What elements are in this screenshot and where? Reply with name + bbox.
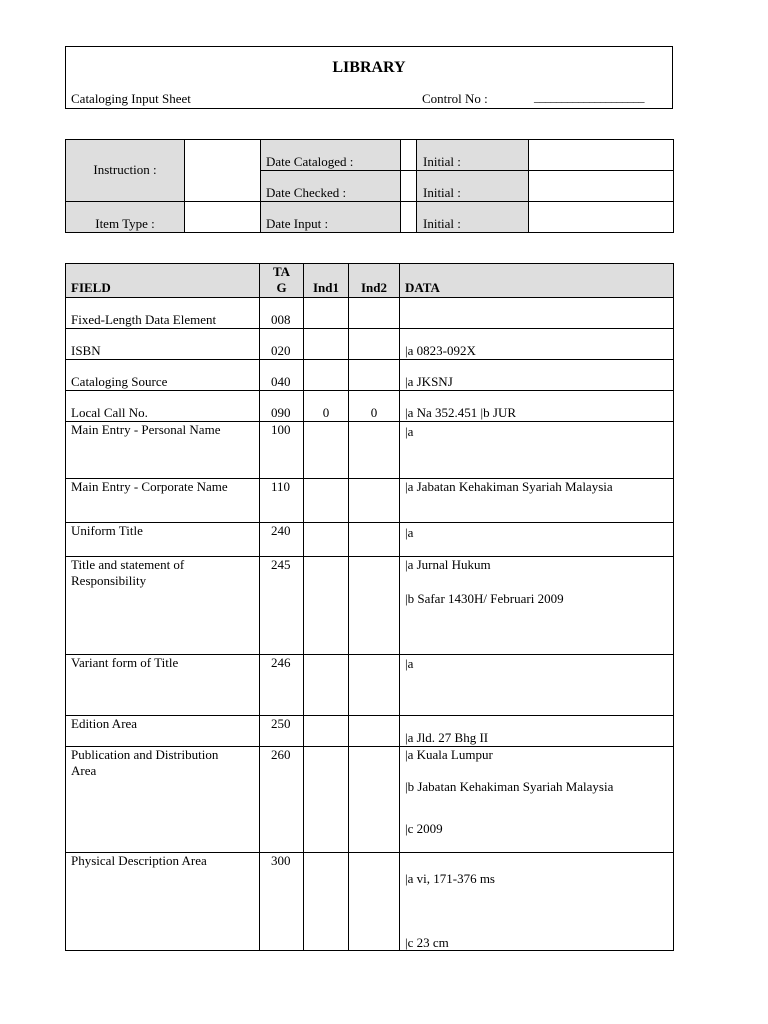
table-row xyxy=(66,329,674,360)
date-input-value[interactable] xyxy=(401,202,417,233)
ind1-cell[interactable] xyxy=(304,298,349,329)
ind2-cell[interactable] xyxy=(349,329,400,360)
instruction-label: Instruction : xyxy=(93,162,157,177)
ind1-cell[interactable] xyxy=(304,557,349,655)
data-value: |a xyxy=(405,656,414,671)
ind1-cell[interactable] xyxy=(304,422,349,479)
ind2-value: 0 xyxy=(370,405,378,420)
data-value: |a JKSNJ xyxy=(405,374,453,389)
initial-2-cell xyxy=(417,171,529,202)
date-checked-value[interactable] xyxy=(401,171,417,202)
tag-value: 240 xyxy=(271,523,291,538)
field-header-cell xyxy=(66,264,260,298)
ind2-cell[interactable] xyxy=(349,523,400,557)
ind2-cell[interactable] xyxy=(349,655,400,716)
data-value: |a 0823-092X xyxy=(405,343,476,358)
table-row xyxy=(66,360,674,391)
ind1-cell[interactable] xyxy=(304,360,349,391)
item-type-value-cell[interactable] xyxy=(185,202,261,233)
ind2-cell[interactable] xyxy=(349,716,400,747)
ind1-cell[interactable] xyxy=(304,747,349,853)
data-value: |a Jld. 27 Bhg II xyxy=(405,730,489,745)
table-row xyxy=(66,391,674,422)
initial-3-cell xyxy=(417,202,529,233)
data-cell[interactable] xyxy=(400,523,674,557)
data-value: |a Kuala Lumpur xyxy=(405,747,493,762)
ind1-cell[interactable] xyxy=(304,329,349,360)
ind2-header: Ind2 xyxy=(360,280,388,295)
data-value-line2: |b Jabatan Kehakiman Syariah Malaysia xyxy=(405,779,614,794)
control-no-label: Control No : xyxy=(422,91,488,106)
table-row xyxy=(66,298,674,329)
ind1-header: Ind1 xyxy=(312,280,340,295)
tag-value: 008 xyxy=(271,312,291,327)
initial-label-3: Initial : xyxy=(423,216,461,231)
data-value: |a vi, 171-376 ms xyxy=(405,871,495,886)
date-cataloged-value[interactable] xyxy=(401,140,417,171)
table-row xyxy=(66,479,674,523)
field-header: FIELD xyxy=(71,280,111,295)
initial-3-value[interactable] xyxy=(529,202,674,233)
table-row xyxy=(66,523,674,557)
tag-header-line2: G xyxy=(276,280,287,295)
ind2-cell[interactable] xyxy=(349,391,400,422)
field-name: Local Call No. xyxy=(71,405,148,420)
ind1-value: 0 xyxy=(322,405,330,420)
ind1-cell[interactable] xyxy=(304,523,349,557)
date-cataloged-cell xyxy=(261,140,401,171)
info-table xyxy=(65,139,674,233)
tag-value: 260 xyxy=(271,747,291,762)
ind2-cell[interactable] xyxy=(349,422,400,479)
ind2-cell[interactable] xyxy=(349,298,400,329)
data-value: |a Jurnal Hukum xyxy=(405,557,491,572)
data-cell[interactable] xyxy=(400,747,674,853)
field-name-line2: Responsibility xyxy=(71,573,147,588)
data-cell[interactable] xyxy=(400,479,674,523)
ind1-cell[interactable] xyxy=(304,716,349,747)
tag-value: 040 xyxy=(271,374,291,389)
instruction-label-cell xyxy=(66,140,185,202)
data-header-cell xyxy=(400,264,674,298)
field-name: Main Entry - Personal Name xyxy=(71,422,221,437)
data-value: |a xyxy=(405,525,414,540)
field-name: ISBN xyxy=(71,343,101,358)
item-type-label: Item Type : xyxy=(95,216,155,231)
initial-1-value[interactable] xyxy=(529,140,674,171)
table-header-row xyxy=(66,264,674,298)
data-cell[interactable] xyxy=(400,422,674,479)
data-cell[interactable] xyxy=(400,391,674,422)
tag-value: 246 xyxy=(271,655,291,670)
field-name: Main Entry - Corporate Name xyxy=(71,479,228,494)
table-row xyxy=(66,716,674,747)
table-row xyxy=(66,747,674,853)
data-value-line3: |c 2009 xyxy=(405,821,443,836)
page-title: LIBRARY xyxy=(332,59,406,76)
date-checked-cell xyxy=(261,171,401,202)
initial-label-1: Initial : xyxy=(423,154,461,169)
field-name: Title and statement of xyxy=(71,557,185,572)
data-cell[interactable] xyxy=(400,298,674,329)
data-value-line2: |c 23 cm xyxy=(405,935,449,950)
table-row xyxy=(66,557,674,655)
initial-2-value[interactable] xyxy=(529,171,674,202)
tag-header-line1: TA xyxy=(272,264,291,279)
ind1-cell[interactable] xyxy=(304,853,349,951)
field-name: Uniform Title xyxy=(71,523,143,538)
data-value-line2: |b Safar 1430H/ Februari 2009 xyxy=(405,591,564,606)
tag-header-cell xyxy=(260,264,304,298)
ind2-header-cell xyxy=(349,264,400,298)
instruction-value-cell[interactable] xyxy=(185,140,261,202)
field-name: Publication and Distribution xyxy=(71,747,219,762)
data-cell[interactable] xyxy=(400,853,674,951)
ind2-cell[interactable] xyxy=(349,747,400,853)
data-cell[interactable] xyxy=(400,716,674,747)
tag-value: 245 xyxy=(271,557,291,572)
data-value: |a Na 352.451 |b JUR xyxy=(405,405,517,420)
field-name: Cataloging Source xyxy=(71,374,168,389)
data-header: DATA xyxy=(405,280,440,295)
initial-label-2: Initial : xyxy=(423,185,461,200)
field-name: Fixed-Length Data Element xyxy=(71,312,217,327)
data-cell[interactable] xyxy=(400,655,674,716)
data-cell[interactable] xyxy=(400,329,674,360)
table-row xyxy=(66,422,674,479)
tag-value: 250 xyxy=(271,716,291,731)
tag-value: 090 xyxy=(271,405,291,420)
tag-value: 110 xyxy=(271,479,291,494)
date-input-cell xyxy=(261,202,401,233)
date-checked-label: Date Checked : xyxy=(266,185,347,200)
ind2-cell[interactable] xyxy=(349,557,400,655)
item-type-label-cell xyxy=(66,202,185,233)
date-cataloged-label: Date Cataloged : xyxy=(266,154,354,169)
field-name: Physical Description Area xyxy=(71,853,207,868)
data-value: |a Jabatan Kehakiman Syariah Malaysia xyxy=(405,479,613,494)
ind1-cell[interactable] xyxy=(304,479,349,523)
field-name: Variant form of Title xyxy=(71,655,179,670)
sheet-subtitle: Cataloging Input Sheet xyxy=(71,91,191,106)
ind1-cell[interactable] xyxy=(304,391,349,422)
table-row xyxy=(66,655,674,716)
data-cell[interactable] xyxy=(400,557,674,655)
date-input-label: Date Input : xyxy=(266,216,329,231)
field-name-line2: Area xyxy=(71,763,97,778)
ind1-header-cell xyxy=(304,264,349,298)
ind2-cell[interactable] xyxy=(349,360,400,391)
field-table xyxy=(65,263,674,951)
data-value: |a xyxy=(405,424,414,439)
field-name: Edition Area xyxy=(71,716,138,731)
tag-value: 100 xyxy=(271,422,291,437)
ind1-cell[interactable] xyxy=(304,655,349,716)
tag-value: 020 xyxy=(271,343,291,358)
table-row xyxy=(66,853,674,951)
initial-1-cell xyxy=(417,140,529,171)
data-cell[interactable] xyxy=(400,360,674,391)
control-no-field[interactable]: ____________________ xyxy=(534,90,644,104)
ind2-cell[interactable] xyxy=(349,479,400,523)
tag-value: 300 xyxy=(271,853,291,868)
ind2-cell[interactable] xyxy=(349,853,400,951)
